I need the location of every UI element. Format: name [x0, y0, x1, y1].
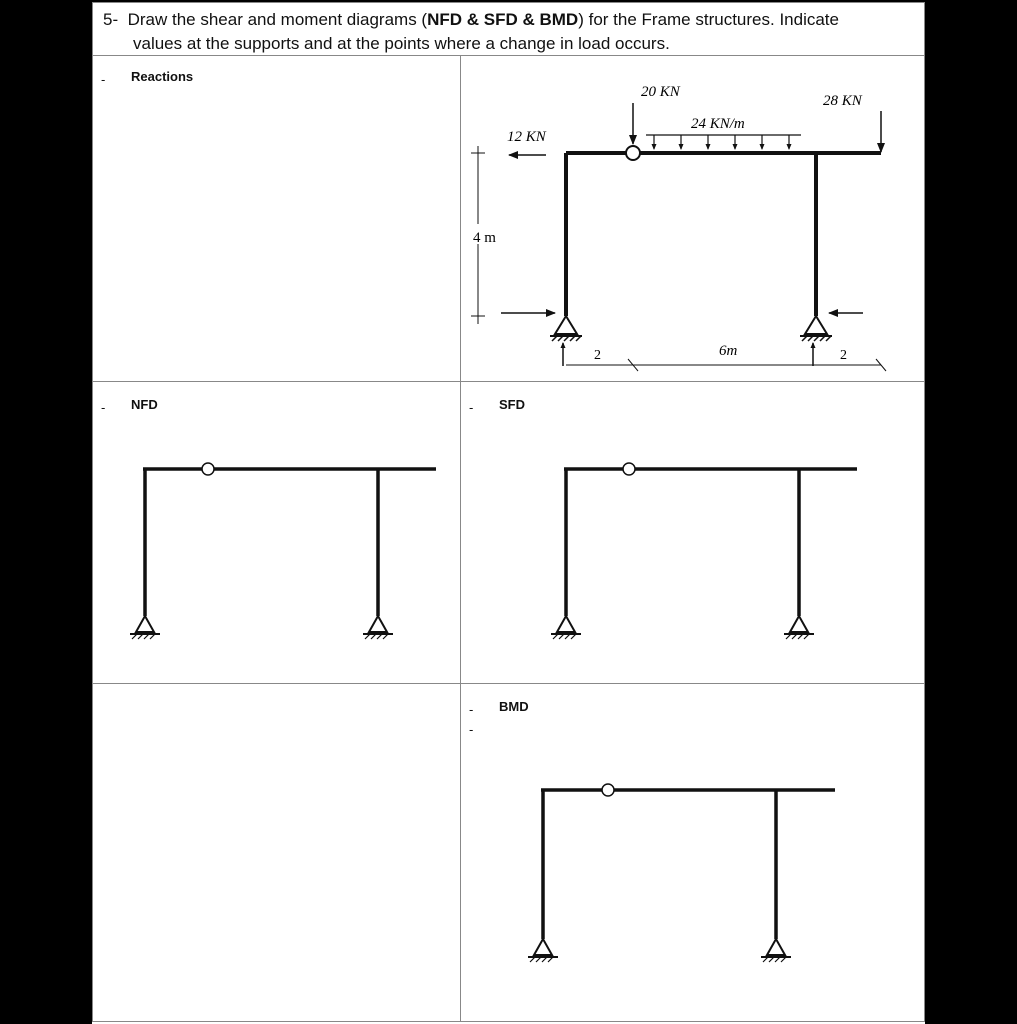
left-support-icon: [550, 316, 582, 341]
question-text-start: Draw the shear and moment diagrams (: [127, 10, 428, 29]
left-support-icon: [534, 939, 552, 955]
nfd-label: NFD: [131, 397, 158, 412]
distributed-load-label: 24 KN/m: [691, 116, 745, 132]
span-left-label: 2: [594, 348, 601, 363]
sfd-frame-diagram: [461, 382, 926, 685]
point-load-label: 20 KN: [641, 84, 680, 100]
span-mid-label: 6m: [719, 343, 738, 359]
height-label: 4 m: [473, 230, 496, 246]
question-number: 5-: [103, 10, 119, 29]
reactions-cell: [92, 55, 461, 382]
nfd-frame-diagram: [93, 382, 462, 685]
sfd-cell: [460, 381, 925, 684]
left-support-icon: [136, 616, 154, 632]
right-load-label: 28 KN: [823, 93, 862, 109]
left-support-icon: [557, 616, 575, 632]
right-support-icon: [767, 939, 785, 955]
bmd-frame-diagram: [461, 684, 926, 1023]
right-support-icon: [790, 616, 808, 632]
bmd-label: BMD: [499, 699, 529, 714]
bullet-dash: -: [101, 400, 106, 415]
hinge-icon: [202, 463, 214, 475]
frame-figure-cell: [460, 55, 925, 382]
bullet-dash: -: [101, 72, 106, 87]
bullet-dash: -: [469, 702, 474, 717]
worksheet-page: [92, 2, 925, 1024]
reactions-label: Reactions: [131, 69, 194, 84]
question-text: [103, 8, 839, 56]
right-support-icon: [369, 616, 387, 632]
hinge-icon: [626, 146, 640, 160]
question-text-end: ) for the Frame structures. Indicate: [578, 10, 839, 29]
bullet-dash: -: [469, 400, 474, 415]
question-box: [92, 2, 925, 56]
right-support-icon: [800, 316, 832, 341]
bmd-cell: [460, 683, 925, 1022]
frame-figure: [461, 56, 926, 383]
sfd-label: SFD: [499, 397, 525, 412]
question-text-line2: values at the supports and at the points where a change in load occurs.: [133, 34, 670, 53]
question-text-bold: NFD & SFD & BMD: [427, 10, 579, 29]
hinge-icon: [623, 463, 635, 475]
empty-answer-cell: [92, 683, 461, 1022]
nfd-cell: [92, 381, 461, 684]
horizontal-load-label: 12 KN: [507, 129, 546, 145]
bullet-dash: -: [469, 722, 474, 737]
hinge-icon: [602, 784, 614, 796]
span-right-label: 2: [840, 348, 847, 363]
